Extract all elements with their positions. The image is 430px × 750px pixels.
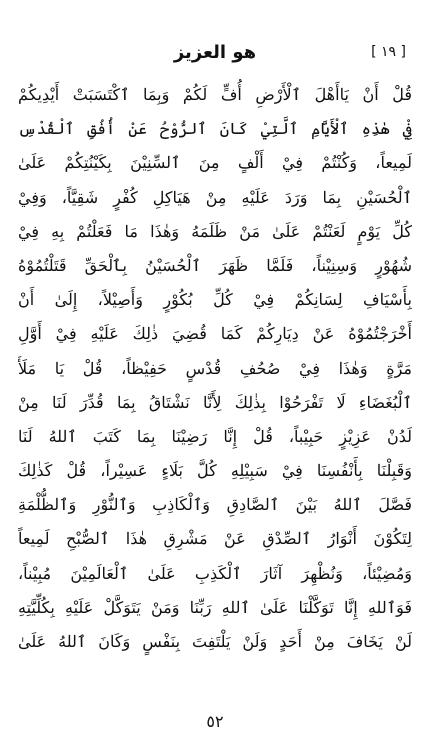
verse-number: [ ١٩ ] [371,44,406,60]
text-line: شُهُوْرٍ وَسِنِيْناً، فَلَمَّا ظَهَرَ ٱلْحُسَيْنُ بِٱلْحَقِّ قَتَلْتُمُوْهُ [18,255,412,275]
text-line: مَرَّةٍ وَهٰذَا فِيْ صُحُفِ قُدْسٍ حَفِيْظاً، قُلْ يَا مَلَأَ [18,358,412,378]
text-line: فِيْ هٰذِهِ ٱلْأَيَّامِ ٱلَّتِيْ كَانَ ٱلرُّوْحُ عَنْ أُفُقِ ٱلْقُدْسِ [18,119,412,139]
page-title: هو العزيز [173,42,257,63]
text-line: لِتَكُوْنَ أَنْوَارُ ٱلصِّدْقِ عَنْ مَشْرِقِ هٰذَا ٱلصُّبْحِ لَمِيعاً [18,529,412,549]
text-line: بِأَسْيَافِ لِسَانِكُمْ فِيْ كُلِّ بُكُوْرٍ وَأَصِيْلاً، إِلَىٰ أَنْ [18,290,412,310]
text-line: ٱلْبُغَضَاءِ لَا تَفْرَحُوْا بِذٰلِكَ لِأَنَّا نَشْتَاقُ بِمَا قُدِّرَ لَنَا مِنْ [18,392,412,412]
text-line: لَدُنْ عَزِيْزٍ حَبِيْباً، قُلْ إِنَّا رَضِيْنَا بِمَا كَتَبَ ٱللهُ لَنَا [18,426,412,446]
text-line: لَمِيعاً، وَكُنْتُمْ فِيْ أَلْفٍ مِنَ ٱلسِّنِيْنَ بِكَيْنُتِكُمْ عَلَىٰ [18,153,412,173]
text-line: فَصَّلَ ٱللهُ بَيْنَ ٱلصَّادِقِ وَٱلْكَاذِبِ وَٱلنُّوْرِ وَٱلظُّلْمَةِ [18,495,412,515]
text-line: لَنْ يَخَافَ مِنْ أَحَدٍ وَلَنْ يَلْتَفِتَ بِنَفْسٍ وَكَانَ ٱللهُ عَلَىٰ [18,632,412,651]
text-line: وَمُضِيْئاً، وَنُظْهِرَ آثَارَ ٱلْكَذِبِ عَلَىٰ ٱلْعَالَمِيْنَ مُبِيْناً، [18,563,412,583]
page-header [24,42,406,68]
text-line: وَقَبِلْنَا بِأَنْفُسِنَا فِيْ سَبِيْلِهِ كُلَّ بَلَاءٍ عَسِيْراً، قُلْ كَذٰلِكَ [18,461,412,481]
body-text [18,78,412,659]
text-line: ٱلْحُسَيْنِ بِمَا وَرَدَ عَلَيْهِ مِنْ هَيَاكِلِ كُفْرٍ شَقِيَّاً، وَفِيْ [18,187,412,207]
text-line: قُلْ أَنْ يَاأَهْلَ ٱلْأَرْضِ أُفٍّ لَكُمْ وَبِمَا ٱكْتَسَبَتْ أَيْدِيكُمْ [18,85,412,104]
text-line: كُلِّ يَوْمٍ لَعَنْتُمْ عَلَىٰ مَنْ ظَلَمَهُ وَهٰذَا مَا فَعَلْتُمْ بِهِ فِيْ [18,221,412,241]
text-line: فَوَٱللهِ إِنَّا تَوَكَّلْنَا عَلَىٰ ٱللهِ رَبِّنَا وَمَنْ يَتَوَكَّلْ عَلَيْهِ بِكُلِّيَّتِهِ [18,597,412,617]
page-number: ٥٢ [206,712,224,731]
text-line: أَخْرَجْتُمُوْهُ عَنْ دِيَارِكُمْ كَمَا قُضِيَ ذٰلِكَ عَلَيْهِ فِيْ أَوَّلِ [18,324,412,344]
